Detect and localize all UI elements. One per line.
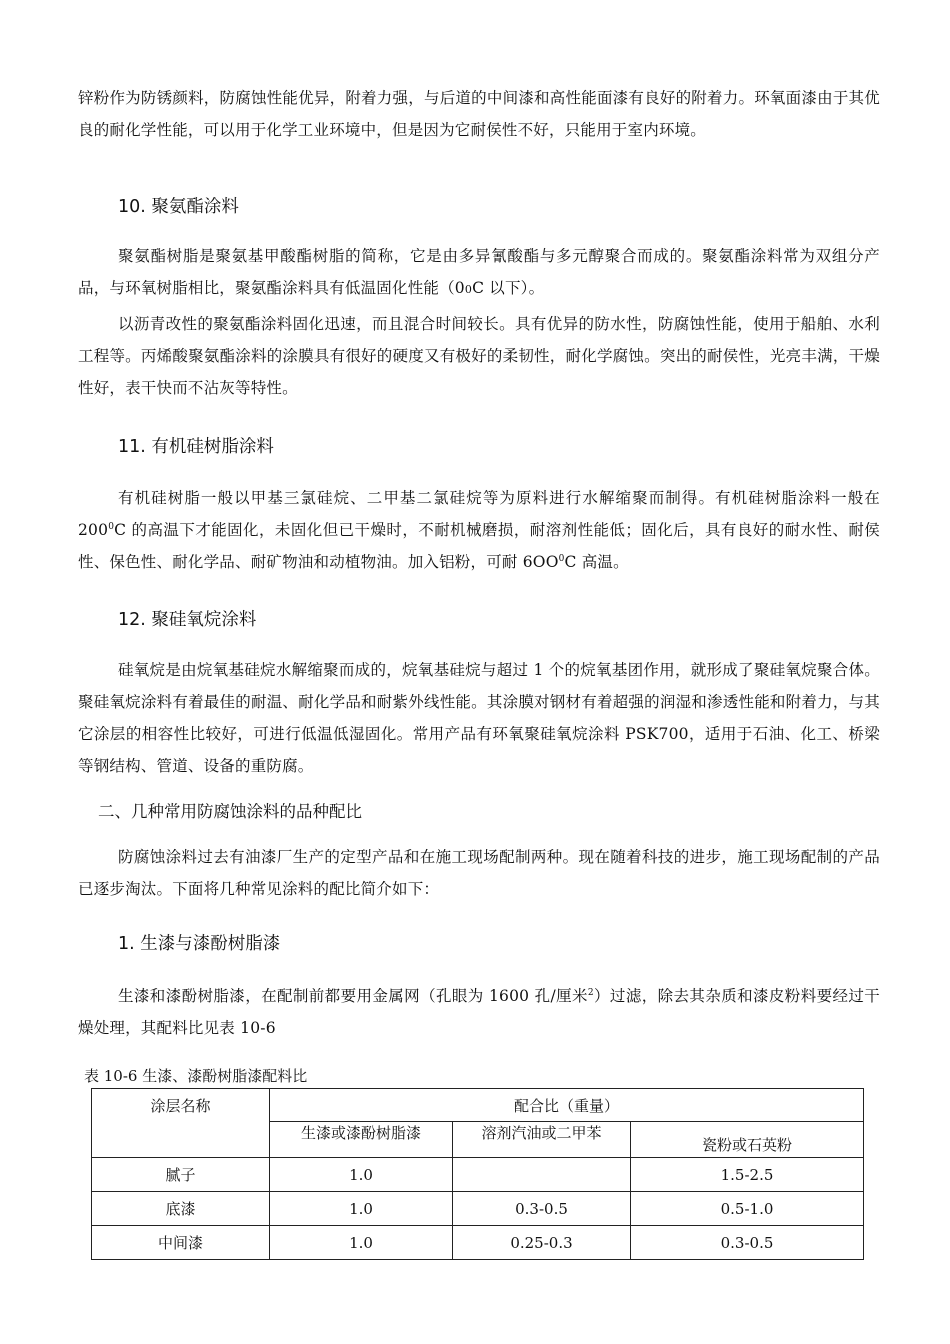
paragraph-text: 有机硅树脂一般以甲基三氯硅烷、二甲基二氯硅烷等为原料进行水解缩聚而制得。有机硅树脂涂料一般在 200 [78,489,880,539]
cell-lacquer: 1.0 [270,1192,453,1226]
cell-powder: 0.5-1.0 [631,1192,864,1226]
paragraph-text: 硅氧烷是由烷氧基硅烷水解缩聚而成的，烷氧基硅烷与超过 1 个的烷氧基团作用，就形成了聚硅氧烷聚合体。聚硅氧烷涂料有着最佳的耐温、耐化学品和耐紫外线性能。其涂膜对钢材有着超强的润湿和渗透性能和附着力，与其它涂层的相容性比较好，可进行低温低湿固化。常用产品有环氧聚硅氧烷涂料 PSK700，适用于石油、化工、桥梁等钢结构、管道、设备的重防腐。 [78,661,880,775]
table-row [92,1158,864,1192]
header-powder: 瓷粉或石英粉 [631,1122,864,1158]
paragraph-raw-lacquer [78,980,880,1044]
cell-solvent: 0.3-0.5 [453,1192,631,1226]
paragraph-polysiloxane [78,654,880,782]
paragraph-text: 防腐蚀涂料过去有油漆厂生产的定型产品和在施工现场配制两种。现在随着科技的进步，施工现场配制的产品已逐步淘汰。下面将几种常见涂料的配比简介如下： [78,848,880,898]
cell-solvent [453,1158,631,1192]
header-ratio-group: 配合比（重量） [270,1089,864,1122]
paragraph-text: 以沥青改性的聚氨酯涂料固化迅速，而且混合时间较长。具有优异的防水性，防腐蚀性能，使用于船舶、水利工程等。丙烯酸聚氨酯涂料的涂膜具有很好的硬度又有极好的柔韧性，耐化学腐蚀。突出的耐侯性，光亮丰满，干燥性好，表干快而不沾灰等特性。 [78,315,880,397]
table-header-row [92,1089,864,1122]
paragraph-text: 聚氨酯树脂是聚氨基甲酸酯树脂的简称，它是由多异氰酸酯与多元醇聚合而成的。聚氨酯涂料常为双组分产品，与环氧树脂相比，聚氨酯涂料具有低温固化性能（0 [78,247,880,297]
ratio-table [91,1088,864,1260]
paragraph-ratios-intro [78,841,880,905]
heading-silicone: 11. 有机硅树脂涂料 [118,437,274,457]
paragraph-polyurethane-asphalt [78,308,880,404]
squared-superscript: 2 [587,987,594,998]
table-row [92,1192,864,1226]
degree-superscript: 0 [108,521,115,532]
paragraph-text: C 的高温下才能固化，未固化但已干燥时，不耐机械磨损，耐溶剂性能低；固化后，具有良好的耐水性、耐侯性、保色性、耐化学品、耐矿物油和动植物油。加入铝粉，可耐 6OO [78,521,880,571]
cell-solvent: 0.25-0.3 [453,1226,631,1260]
heading-polysiloxane: 12. 聚硅氧烷涂料 [118,610,257,630]
paragraph-zinc-epoxy [78,82,880,146]
table-caption: 表 10-6 生漆、漆酚树脂漆配料比 [84,1067,308,1085]
cell-powder: 0.3-0.5 [631,1226,864,1260]
header-solvent [453,1122,631,1158]
paragraph-text: C 高温。 [564,553,629,571]
heading-polyurethane: 10. 聚氨酯涂料 [118,197,239,217]
heading-raw-lacquer: 1. 生漆与漆酚树脂漆 [118,934,281,954]
paragraph-polyurethane-intro [78,240,880,306]
paragraph-text: ）过滤，除去其杂质和漆皮粉料要经过干燥处理，其配料比见表 10-6 [78,987,881,1037]
header-solvent-text: 溶剂汽油或二甲苯 [481,1124,602,1142]
table-row [92,1226,864,1260]
cell-lacquer: 1.0 [270,1158,453,1192]
cell-lacquer: 1.0 [270,1226,453,1260]
header-lacquer [270,1122,453,1158]
paragraph-silicone [78,482,880,578]
paragraph-text: 锌粉作为防锈颜料，防腐蚀性能优异，附着力强，与后道的中间漆和高性能面漆有良好的附着力。环氧面漆由于其优良的耐化学性能，可以用于化学工业环境中，但是因为它耐侯性不好，只能用于室内环境。 [78,89,880,139]
cell-name: 腻子 [92,1158,270,1192]
cell-name: 底漆 [92,1192,270,1226]
small-zero: 0 [464,283,473,296]
paragraph-text: 生漆和漆酚树脂漆，在配制前都要用金属网（孔眼为 1600 孔/厘米 [118,987,588,1005]
section-heading-ratios: 二、几种常用防腐蚀涂料的品种配比 [98,802,362,821]
cell-powder: 1.5-2.5 [631,1158,864,1192]
paragraph-text: C 以下）。 [472,279,545,297]
cell-name: 中间漆 [92,1226,270,1260]
header-lacquer-text: 生漆或漆酚树脂漆 [300,1124,421,1142]
degree-superscript: 0 [558,553,565,564]
header-coating-name: 涂层名称 [92,1089,270,1158]
